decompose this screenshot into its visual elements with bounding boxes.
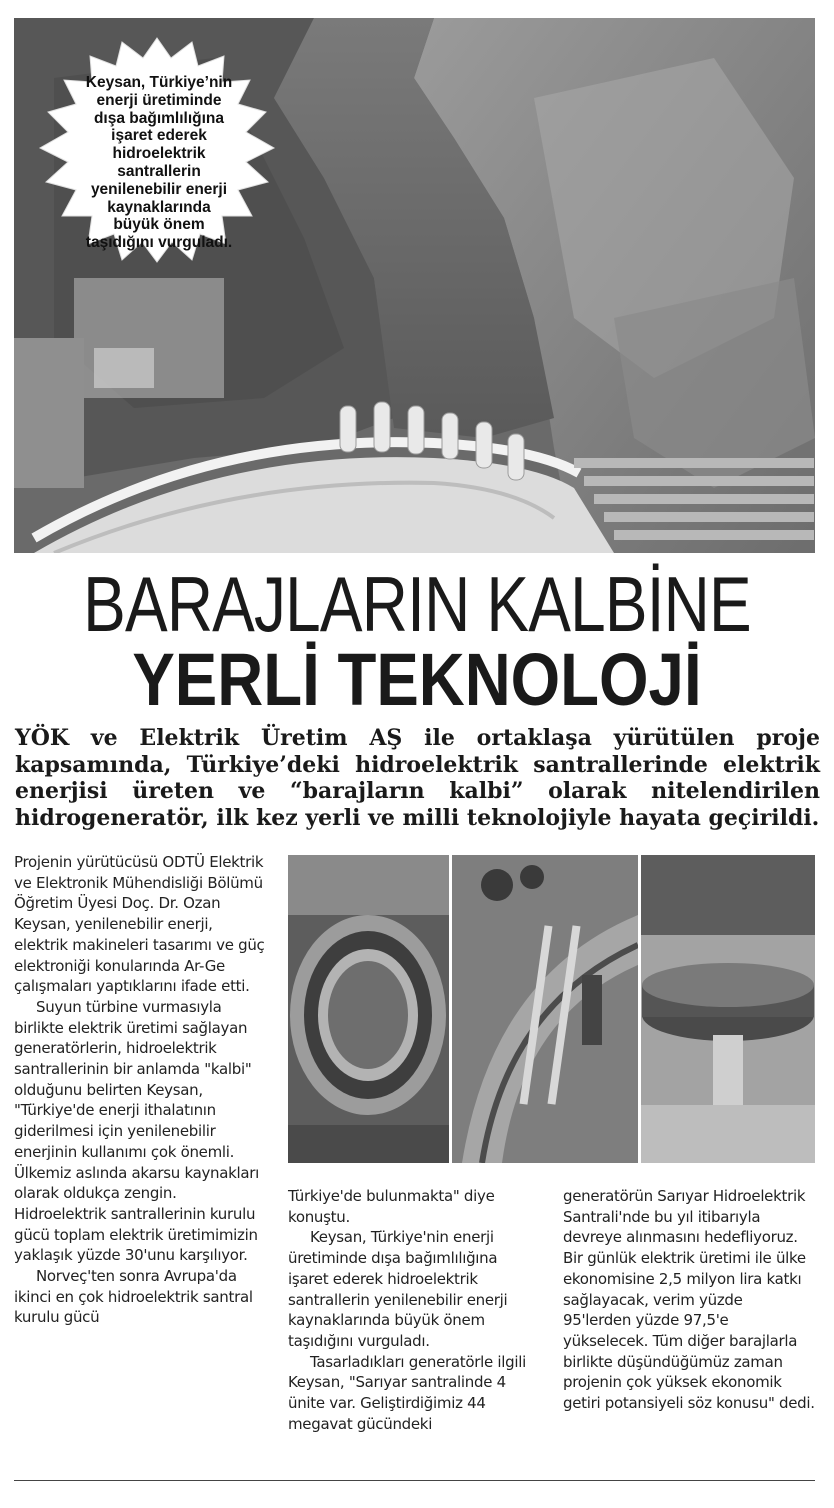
body-paragraph: Suyun türbine vurmasıyla birlikte elektrik üretimi sağlayan generatörlerin, hidroelektrik santrallerinin bir anlamda "kalbi" olduğunu belirten Keysan, "Türkiye'de enerji ithalatının giderilmesi için yenilenebilir enerjinin kullanımı çok önemli. Ülkemiz aslında akarsu kaynakları olarak oldukça zengin. Hidroelektrik santrallerinin kurulu gücü toplam elektrik üretimimizin yaklaşık yüzde 30'unu karşılıyor.: [14, 997, 260, 1265]
generator-workers-photo: [452, 855, 638, 1163]
body-paragraph: Keysan, Türkiye'nin enerji üretiminde dışa bağımlılığına işaret ederek hidroelektrik santrallerin yenilenebilir enerji kaynaklarında büyük önem taşıdığını vurguladı.: [288, 1228, 508, 1350]
article-column-1: [14, 852, 267, 1328]
bottom-rule: [14, 1480, 815, 1481]
dam-aerial-photo: [14, 18, 815, 553]
body-paragraph: Projenin yürütücüsü ODTÜ Elektrik ve Elektronik Mühendisliği Bölümü Öğretim Üyesi Doç. Dr. Ozan Keysan, yenilenebilir enerji, elektrik makineleri tasarımı ve güç elektroniği konularında Ar-Ge çalışmaları yaptıklarını ifade etti.: [14, 853, 265, 996]
lead-paragraph: YÖK ve Elektrik Üretim AŞ ile ortaklaşa yürütülen proje kapsamında, Türkiye’deki hidroelektrik santrallerinde elektrik enerjisi üreten ve “barajların kalbi” olarak nitelendirilen hidrogeneratör, ilk kez yerli ve milli teknolojiyle hayata geçirildi.: [15, 725, 820, 831]
headline-line-1: BARAJLARIN KALBİNE: [83, 560, 751, 648]
callout-starburst: [32, 36, 282, 264]
body-paragraph: Türkiye'de bulunmakta" diye konuştu.: [288, 1187, 495, 1226]
article-column-3: [563, 1186, 815, 1414]
body-paragraph: Tasarladıkları generatörle ilgili Keysan, "Sarıyar santralinde 4 ünite var. Geliştirdiğimiz 44 megavat gücündeki: [288, 1352, 526, 1433]
headline-line-2: YERLİ TEKNOLOJİ: [132, 638, 702, 721]
body-paragraph: Norveç'ten sonra Avrupa'da ikinci en çok hidroelektrik santral kurulu gücü: [14, 1267, 253, 1327]
body-paragraph: generatörün Sarıyar Hidroelektrik Santrali'nde bu yıl itibarıyla devreye alınmasını hedefliyoruz. Bir günlük elektrik üretimi ile ülke ekonomisine 2,5 milyon lira katkı sağlayacak, verim yüzde 95'lerden yüzde 97,5'e yükselecek. Tüm diğer barajlarla birlikte düşündüğümüz zaman projenin çok yüksek ekonomik getiri potansiyeli söz konusu" dedi.: [563, 1187, 815, 1413]
article-column-2: [288, 1186, 540, 1434]
callout-text: Keysan, Türkiye’nin enerji üretiminde dışa bağımlılığına işaret ederek hidroelektrik santrallerin yenilenebilir enerji kaynaklarında büyük önem taşıdığını vurguladı.: [85, 74, 233, 252]
generator-stator-photo: [288, 855, 449, 1163]
generator-photo-strip: [288, 855, 815, 1163]
generator-rotor-photo: [641, 855, 815, 1163]
